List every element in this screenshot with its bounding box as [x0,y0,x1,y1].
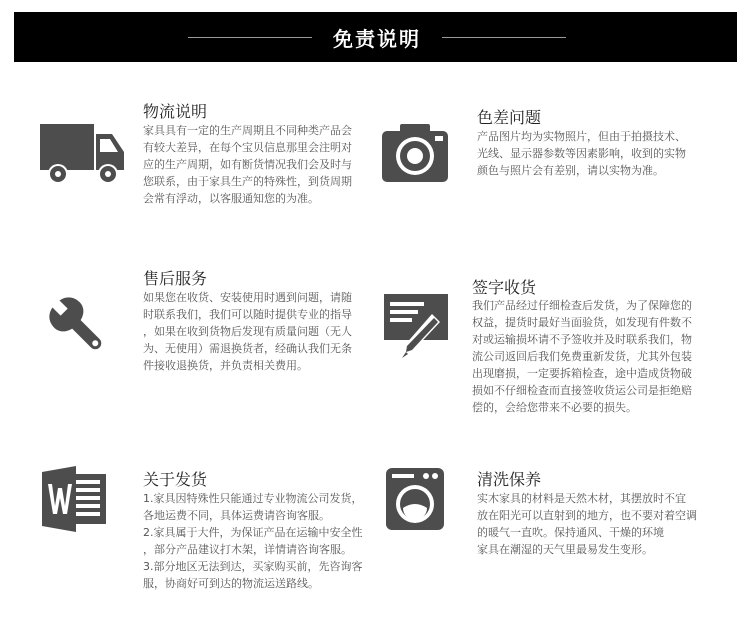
body-line: 应的生产周期，如有断货情况我们会及时与 [143,158,352,171]
section-body [477,490,697,558]
body-line: 权益，提货时最好当面验货，如发现有件数不 [472,316,692,329]
body-line: 放在阳光可以直射到的地方，也不要对着空调 [477,509,697,522]
section-body [477,128,686,179]
section-body [472,297,692,416]
camera-icon [380,122,450,188]
washing-machine-icon [384,466,446,536]
body-line: 流公司返回后我们免费重新发货，尤其外包装 [472,350,692,363]
body-line: 颜色与照片会有差别，请以实物为准。 [477,164,664,177]
body-line: 光线、显示器参数等因素影响，收到的实物 [477,147,686,160]
section-body [143,289,352,374]
body-line: 各地运费不同，具体运费请咨询客服。 [143,509,330,522]
body-line: 偿的，会给您带来不必要的损失。 [472,401,637,414]
truck-icon [38,122,126,192]
section-title: 售后服务 [143,269,208,288]
body-line: 家具在潮湿的天气里最易发生变形。 [477,543,653,556]
body-line: 2.家具属于大件，为保证产品在运输中安全性 [143,526,363,539]
section-title: 物流说明 [143,102,208,121]
body-line: 1.家具因特殊性只能通过专业物流公司发货， [143,492,363,505]
body-line: 对或运输损坏请不予签收并及时联系我们，物 [472,333,692,346]
banner-title: 免责说明 [333,27,421,51]
section-title: 签字收货 [472,278,537,297]
body-line: 我们产品经过仔细检查后发货，为了保障您的 [472,299,692,312]
header-banner [14,12,737,62]
section-title: 色差问题 [477,108,542,127]
body-line: 家具具有一定的生产周期且不同种类产品会 [143,124,352,137]
body-line: 出现磨损，一定要拆箱检查，途中造成货物破 [472,367,692,380]
wrench-icon [44,294,114,364]
body-line: 为、无使用）需退换货者，经确认我们无条 [143,342,352,355]
body-line: 实木家具的材料是天然木材，其摆放时不宜 [477,492,686,505]
body-line: 3.部分地区无法到达，买家购买前，先咨询客 [143,560,363,573]
body-line: 的暖气一直吹。保持通风、干燥的环境 [477,526,664,539]
body-line: 如果您在收货、安装使用时遇到问题，请随 [143,291,352,304]
sign-pen-icon [382,292,450,366]
banner-divider-right [442,37,566,38]
body-line: 会常有浮动，以客服通知您的为准。 [143,192,319,205]
section-title: 清洗保养 [477,470,542,489]
body-line: ，部分产品建议打木架，详情请咨询客服。 [143,543,352,556]
body-line: 损如不仔细检查而直接签收货运公司是拒绝赔 [472,384,692,397]
body-line: 产品图片均为实物照片，但由于拍摄技术、 [477,130,686,143]
body-line: 服，协商好可到达的物流运送路线。 [143,577,319,590]
body-line: 有较大差异，在每个宝贝信息那里会注明对 [143,141,352,154]
body-line: ，如果在收到货物后发现有质量问题（无人 [143,325,352,338]
section-body [143,122,352,207]
section-title: 关于发货 [143,470,208,489]
body-line: 时联系我们，我们可以随时提供专业的指导 [143,308,352,321]
body-line: 件接收退换货，并负责相关费用。 [143,359,308,372]
body-line: 您联系，由于家具生产的特殊性，到货周期 [143,175,352,188]
section-body [143,490,363,592]
word-document-icon [40,466,110,536]
banner-divider-left [188,37,312,38]
